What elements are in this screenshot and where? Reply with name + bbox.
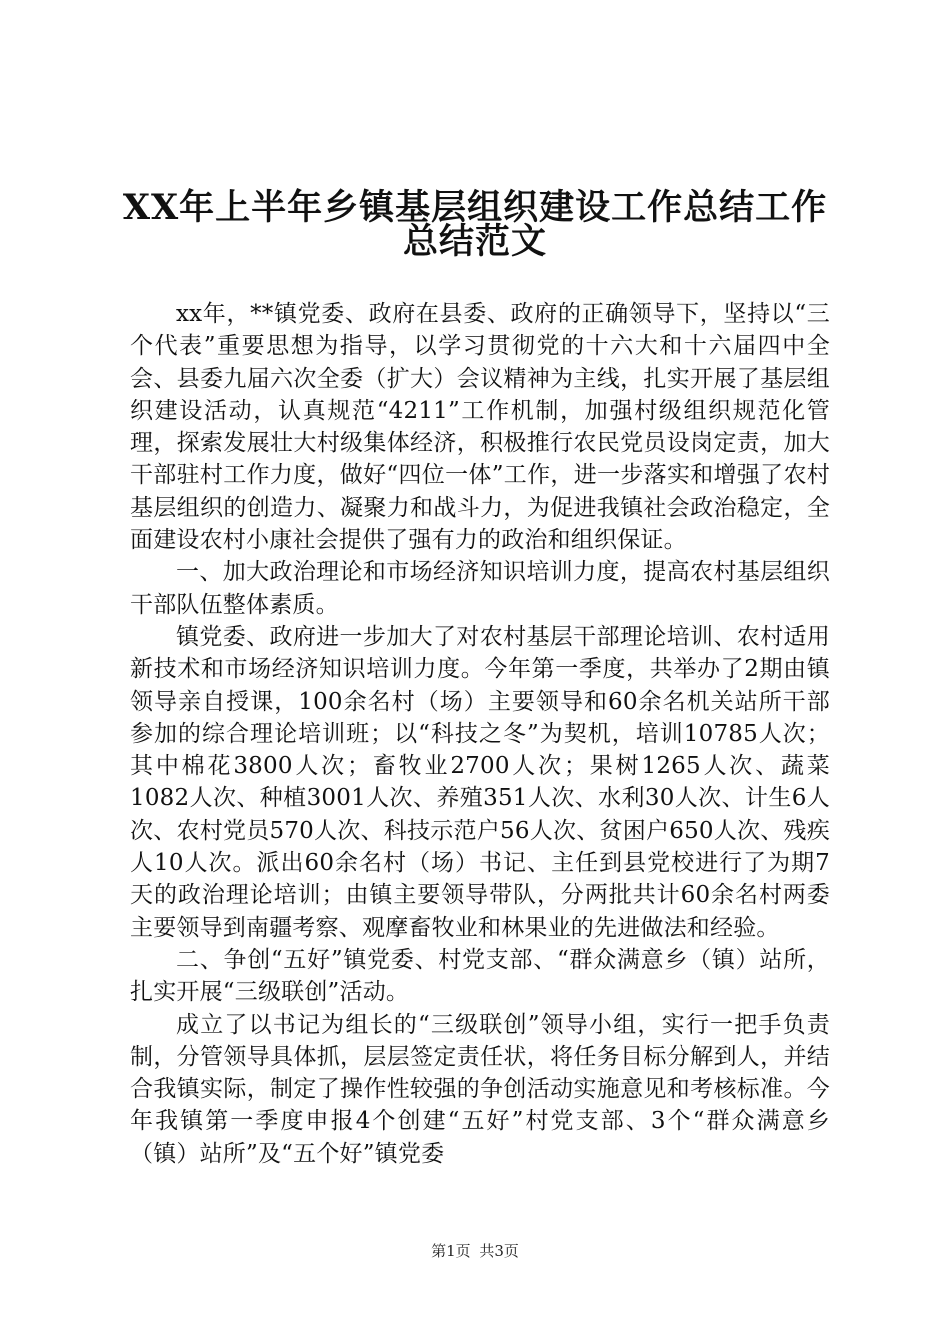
section-heading-1: 一、加大政治理论和市场经济知识培训力度，提高农村基层组织干部队伍整体素质。 xyxy=(130,559,830,618)
document-title-line-1: XX年上半年乡镇基层组织建设工作总结工作 xyxy=(122,187,828,228)
document-body xyxy=(130,298,830,1170)
paragraph-intro: xx年，**镇党委、政府在县委、政府的正确领导下，坚持以“三个代表”重要思想为指导，以学习贯彻党的十六大和十六届四中全会、县委九届六次全委（扩大）会议精神为主线，扎实开展了基层组织建设活动，认真规范“4211”工作机制，加强村级组织规范化管理，探索发展壮大村级集体经济，积极推行农民党员设岗定责，加大干部驻村工作力度，做好“四位一体”工作，进一步落实和增强了农村基层组织的创造力、凝聚力和战斗力，为促进我镇社会政治稳定，全面建设农村小康社会提供了强有力的政治和组织保证。 xyxy=(130,301,830,554)
section-heading-2: 二、争创“五好”镇党委、村党支部、“群众满意乡（镇）站所，扎实开展“三级联创”活动。 xyxy=(130,946,830,1006)
page-number: 第1页 xyxy=(431,1242,471,1260)
page-footer xyxy=(0,1240,950,1261)
paragraph-training: 镇党委、政府进一步加大了对农村基层干部理论培训、农村适用新技术和市场经济知识培训力度。今年第一季度，共举办了2期由镇领导亲自授课，100余名村（场）主要领导和60余名机关站所干部参加的综合理论培训班；以“科技之冬”为契机，培训10785人次；其中棉花3800人次；畜牧业2700人次；果树1265人次、蔬菜1082人次、种植3001人次、养殖351人次、水利30人次、计生6人次、农村党员570人次、科技示范户56人次、贫困户650人次、残疾人10人次。派出60余名村（场）书记、主任到县党校进行了为期7天的政治理论培训；由镇主要领导带队，分两批共计60余名村两委主要领导到南疆考察、观摩畜牧业和林果业的先进做法和经验。 xyxy=(130,623,830,941)
paragraph-three-level: 成立了以书记为组长的“三级联创”领导小组，实行一把手负责制，分管领导具体抓，层层签定责任状，将任务目标分解到人，并结合我镇实际，制定了操作性较强的争创活动实施意见和考核标准。今年我镇第一季度申报4个创建“五好”村党支部、3个“群众满意乡（镇）站所”及“五个好”镇党委 xyxy=(130,1011,830,1167)
page-total: 共3页 xyxy=(479,1242,519,1260)
document-title-line-2: 总结范文 xyxy=(402,221,547,262)
